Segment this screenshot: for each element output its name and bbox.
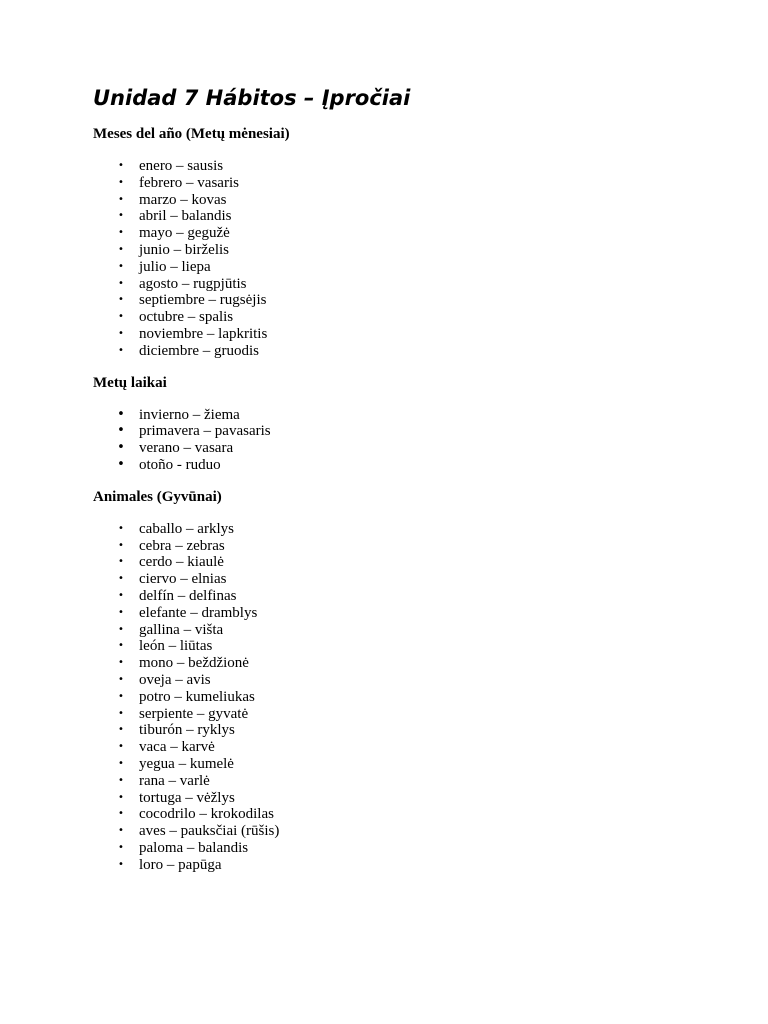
- bullet-icon: •: [118, 294, 124, 306]
- list-item: [93, 588, 713, 605]
- list-item-text: vaca – karvė: [139, 739, 215, 756]
- list-item-text: otoño - ruduo: [139, 456, 221, 473]
- list-item: [93, 622, 713, 639]
- list-item-text: abril – balandis: [139, 208, 232, 225]
- bullet-icon: •: [118, 589, 124, 601]
- list-item: [93, 773, 713, 790]
- list-item: [93, 242, 713, 259]
- list-item: [93, 790, 713, 807]
- bullet-icon: •: [118, 858, 124, 870]
- list-item-text: tiburón – ryklys: [139, 722, 235, 739]
- list-item: [93, 225, 713, 242]
- bullet-icon: •: [117, 456, 125, 472]
- bullet-icon: •: [118, 606, 124, 618]
- list-item: [93, 259, 713, 276]
- bullet-icon: •: [118, 176, 124, 188]
- bullet-icon: •: [118, 193, 124, 205]
- list-item: [93, 655, 713, 672]
- list-item-text: gallina – višta: [139, 621, 224, 638]
- list-item-text: oveja – avis: [139, 671, 211, 688]
- list-item-text: junio – birželis: [139, 241, 229, 258]
- list-item-text: aves – pauksčiai (rūšis): [139, 823, 280, 840]
- bullet-icon: •: [118, 707, 124, 719]
- list-item: [93, 192, 713, 209]
- word-list: [93, 158, 713, 360]
- bullet-icon: •: [118, 841, 124, 853]
- list-item: [93, 343, 713, 360]
- list-item: [93, 605, 713, 622]
- section-animals: [93, 489, 713, 874]
- list-item-text: marzo – kovas: [139, 191, 227, 208]
- bullet-icon: •: [118, 640, 124, 652]
- list-item-text: primavera – pavasaris: [139, 423, 271, 440]
- list-item-text: potro – kumeliukas: [139, 688, 255, 705]
- bullet-icon: •: [118, 227, 124, 239]
- list-item: [93, 857, 713, 874]
- list-item-text: septiembre – rugsėjis: [139, 292, 267, 309]
- word-list: [93, 521, 713, 874]
- list-item: [93, 423, 713, 440]
- list-item: [93, 276, 713, 293]
- bullet-icon: •: [118, 243, 124, 255]
- list-item-text: cerdo – kiaulė: [139, 554, 224, 571]
- list-item: [93, 457, 713, 474]
- list-item: [93, 689, 713, 706]
- list-item: [93, 175, 713, 192]
- list-item-text: diciembre – gruodis: [139, 342, 259, 359]
- list-item: [93, 158, 713, 175]
- list-item-text: noviembre – lapkritis: [139, 325, 268, 342]
- list-item: [93, 208, 713, 225]
- bullet-icon: •: [118, 522, 124, 534]
- bullet-icon: •: [118, 657, 124, 669]
- bullet-icon: •: [117, 423, 125, 439]
- document-page: [93, 84, 713, 888]
- list-item-text: ciervo – elnias: [139, 571, 227, 588]
- list-item-text: mayo – gegužė: [139, 225, 230, 242]
- list-item: [93, 538, 713, 555]
- list-item-text: loro – papūga: [139, 856, 222, 873]
- list-item-text: cebra – zebras: [139, 537, 225, 554]
- list-item: [93, 823, 713, 840]
- list-item: [93, 309, 713, 326]
- list-item: [93, 722, 713, 739]
- section-heading: Animales (Gyvūnai): [93, 488, 222, 505]
- list-item-text: invierno – žiema: [139, 406, 240, 423]
- list-item-text: elefante – dramblys: [139, 604, 258, 621]
- bullet-icon: •: [118, 825, 124, 837]
- bullet-icon: •: [118, 741, 124, 753]
- list-item-text: tortuga – vėžlys: [139, 789, 235, 806]
- list-item-text: delfín – delfinas: [139, 587, 237, 604]
- list-item: [93, 571, 713, 588]
- list-item-text: verano – vasara: [139, 440, 234, 457]
- bullet-icon: •: [118, 277, 124, 289]
- bullet-icon: •: [118, 774, 124, 786]
- bullet-icon: •: [118, 573, 124, 585]
- list-item-text: octubre – spalis: [139, 309, 234, 326]
- list-item: [93, 521, 713, 538]
- list-item: [93, 739, 713, 756]
- list-item: [93, 407, 713, 424]
- word-list: [93, 407, 713, 474]
- list-item-text: rana – varlė: [139, 772, 210, 789]
- list-item: [93, 638, 713, 655]
- list-item: [93, 706, 713, 723]
- list-item-text: mono – beždžionė: [139, 655, 249, 672]
- list-item: [93, 554, 713, 571]
- list-item: [93, 806, 713, 823]
- list-item-text: enero – sausis: [139, 158, 224, 174]
- bullet-icon: •: [118, 724, 124, 736]
- list-item-text: caballo – arklys: [139, 520, 234, 537]
- list-item-text: febrero – vasaris: [139, 174, 239, 191]
- list-item-text: yegua – kumelė: [139, 755, 234, 772]
- bullet-icon: •: [118, 757, 124, 769]
- bullet-icon: •: [118, 160, 124, 171]
- section-heading: Meses del año (Metų mėnesiai): [93, 126, 290, 142]
- bullet-icon: •: [118, 539, 124, 551]
- list-item-text: serpiente – gyvatė: [139, 705, 249, 722]
- list-item: [93, 756, 713, 773]
- document-title: Unidad 7 Hábitos – Įpročiai: [93, 86, 411, 110]
- bullet-icon: •: [118, 260, 124, 272]
- section-heading: Metų laikai: [93, 374, 167, 391]
- section-seasons: [93, 375, 713, 474]
- section-months: [93, 126, 713, 360]
- list-item-text: león – liūtas: [139, 638, 213, 655]
- bullet-icon: •: [118, 623, 124, 635]
- list-item: [93, 292, 713, 309]
- bullet-icon: •: [118, 556, 124, 568]
- list-item-text: paloma – balandis: [139, 839, 249, 856]
- list-item-text: cocodrilo – krokodilas: [139, 806, 274, 823]
- list-item-text: julio – liepa: [139, 258, 211, 275]
- list-item: [93, 440, 713, 457]
- bullet-icon: •: [117, 406, 125, 422]
- bullet-icon: •: [118, 673, 124, 685]
- bullet-icon: •: [118, 327, 124, 339]
- bullet-icon: •: [118, 808, 124, 820]
- list-item-text: agosto – rugpjūtis: [139, 275, 247, 292]
- bullet-icon: •: [118, 311, 124, 323]
- sections-container: [93, 126, 713, 873]
- list-item: [93, 672, 713, 689]
- list-item: [93, 840, 713, 857]
- bullet-icon: •: [118, 344, 124, 356]
- bullet-icon: •: [117, 440, 125, 456]
- list-item: [93, 326, 713, 343]
- bullet-icon: •: [118, 210, 124, 222]
- bullet-icon: •: [118, 690, 124, 702]
- bullet-icon: •: [118, 791, 124, 803]
